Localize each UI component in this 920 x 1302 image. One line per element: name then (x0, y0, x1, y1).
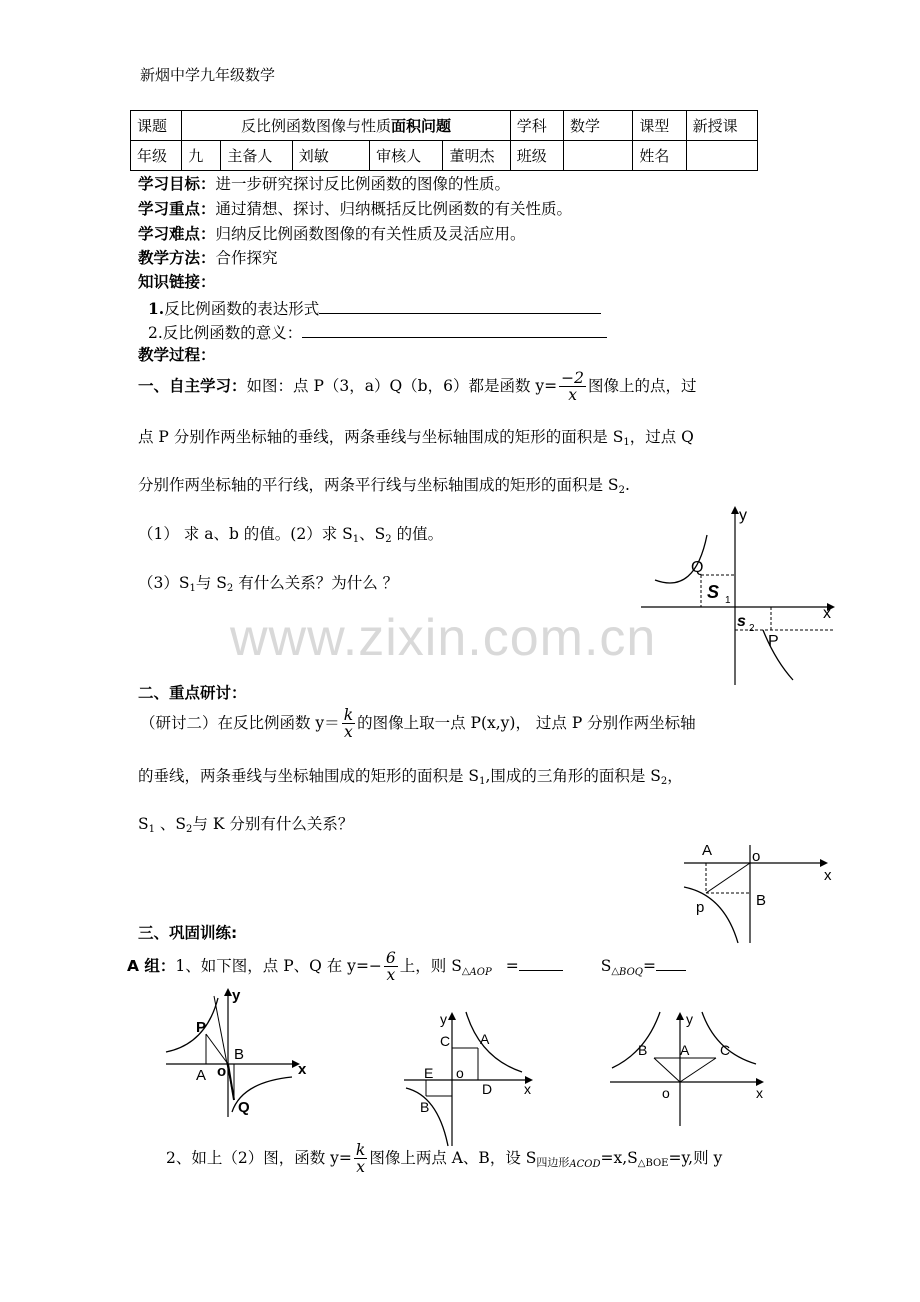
section1-line2-end: ，过点 Q (629, 428, 694, 446)
point-c-label: C (720, 1042, 731, 1058)
difficulty-line (138, 227, 526, 243)
topic-cell (182, 111, 511, 141)
hyperbola-branch-2 (612, 1012, 660, 1068)
y-label: y (686, 1011, 693, 1027)
subscript: 四边形 (536, 1155, 570, 1169)
type-label: 课型 (633, 111, 686, 141)
figure-2-hyperbola (680, 835, 840, 947)
section1-line3-text: 分别作两坐标轴的平行线，两条平行线与坐标轴围成的矩形的面积是 S (138, 476, 619, 494)
name-label: 姓名 (633, 141, 686, 171)
topic-label: 课题 (131, 111, 182, 141)
s1-subscript: 1 (725, 595, 731, 606)
preparer-value: 刘敏 (292, 141, 369, 171)
subscript: 1 (148, 824, 155, 835)
point-c-label: C (440, 1033, 451, 1049)
objective-text: 进一步研究探讨反比例函数的图像的性质。 (215, 175, 511, 193)
subscript: 1 (623, 437, 630, 448)
question-text: 有什么关系？为什么 ？ (233, 574, 399, 592)
triangle-symbol: △ (611, 965, 620, 977)
table-row (131, 111, 758, 141)
fraction (342, 707, 355, 741)
subject-value: 数学 (564, 111, 633, 141)
fraction-denominator: x (568, 386, 577, 405)
triangle-symbol: △ (461, 965, 470, 977)
equals-sign: = (505, 956, 519, 975)
topic-text: 反比例函数图像与性质 (240, 117, 391, 135)
y-label: y (739, 507, 747, 524)
knowledge-item-1 (148, 299, 601, 318)
s2-subscript: 2 (749, 623, 755, 634)
section1-label: 一、自主学习： (138, 376, 247, 395)
section1-text-b: 图像上的点，过 (588, 376, 697, 395)
fraction (384, 950, 398, 984)
focus-line (138, 202, 572, 218)
subscript: 1 (189, 583, 196, 594)
hyperbola-branch-1 (466, 1012, 522, 1072)
objective-label: 学习目标： (138, 175, 216, 193)
subscript: ACOD (569, 1158, 601, 1170)
section2-line1 (140, 707, 696, 741)
subscript: 2 (186, 824, 193, 835)
fraction-denominator: x (386, 966, 396, 985)
knowledge-item-1-number: 1. (148, 299, 165, 318)
preparer-label: 主备人 (221, 141, 292, 171)
triangle-edge (654, 1058, 680, 1082)
section2-line3-text: 、S (155, 815, 187, 833)
point-a-label: A (480, 1031, 490, 1047)
origin-label: o (752, 848, 761, 865)
type-value: 新授课 (686, 111, 757, 141)
reviewer-label: 审核人 (370, 141, 443, 171)
question-text: 1、如下图，点 P、Q 在 y=− (175, 956, 382, 975)
point-a-label: A (702, 842, 713, 859)
section1-question1 (138, 527, 443, 545)
question-2 (166, 1142, 722, 1176)
focus-label: 学习重点： (138, 200, 216, 218)
section1-line3 (138, 478, 630, 496)
y-axis-arrow-icon (731, 506, 739, 514)
equals-sign: = (642, 956, 656, 975)
fraction-numerator: 6 (385, 949, 396, 967)
x-label: x (524, 1081, 531, 1097)
question-text: =y,则 y (668, 1148, 723, 1167)
origin-label: o (662, 1085, 670, 1101)
difficulty-text: 归纳反比例函数图像的有关性质及灵活应用。 (215, 225, 526, 243)
section2-line2-text: ,围成的三角形的面积是 S (485, 767, 661, 785)
point-p-label: p (696, 899, 705, 916)
figure-4-hyperbola (400, 1008, 550, 1148)
s2-label: s (737, 613, 746, 630)
section1-line2 (138, 430, 694, 448)
subject-label: 学科 (510, 111, 563, 141)
point-a-label: A (680, 1042, 690, 1058)
figure-5-hyperbola (606, 1008, 776, 1128)
section2-label: 二、重点研讨： (138, 684, 247, 702)
section2-line2-text: 的垂线，两条垂线与坐标轴围成的矩形的面积是 S (138, 767, 480, 785)
s1-label: S (707, 582, 720, 602)
answer-blank (302, 323, 607, 338)
grade-value: 九 (182, 141, 221, 171)
section2-line3-end: 与 K 分别有什么关系？ (192, 815, 354, 833)
y-axis-arrow-icon (448, 1012, 456, 1020)
course-info-table (130, 110, 758, 171)
point-b-label: B (756, 892, 767, 909)
fraction-numerator: k (355, 1141, 366, 1159)
x-label: x (824, 867, 832, 884)
knowledge-item-1-text: 反比例函数的表达形式 (164, 300, 320, 318)
subscript: 2 (226, 583, 234, 594)
class-label: 班级 (510, 141, 563, 171)
fraction-denominator: x (356, 1158, 365, 1177)
point-d-label: D (482, 1081, 493, 1097)
group-a-label: A 组： (127, 956, 176, 975)
question-text: 、S (359, 525, 386, 543)
y-axis-arrow-icon (224, 988, 232, 996)
section3-question1 (127, 950, 686, 984)
school-header: 新烟中学九年级数学 (140, 66, 276, 84)
question-text: 的值。 (391, 525, 444, 543)
x-label: x (823, 605, 831, 622)
triangle-edge (680, 1058, 716, 1082)
section1-text-a: 如图：点 P（3，a）Q（b，6）都是函数 y= (246, 376, 558, 395)
answer-blank (319, 299, 601, 314)
point-b-label: B (420, 1099, 430, 1115)
answer-blank (656, 956, 686, 971)
objective-line (138, 177, 510, 193)
section2-line2-end: ， (667, 767, 683, 785)
subscript: 1 (479, 776, 486, 787)
question-text: 图像上两点 A、B，设 S (369, 1148, 537, 1167)
question-text: =x,S (600, 1148, 638, 1167)
grade-label: 年级 (131, 141, 182, 171)
knowledge-label: 知识链接： (138, 273, 216, 291)
question-text: （3）S (138, 574, 190, 592)
reviewer-value: 董明杰 (443, 141, 510, 171)
knowledge-item-2 (148, 323, 607, 342)
triangle-edge (706, 863, 750, 893)
point-q-label: Q (691, 559, 704, 576)
section1-line3-end: . (624, 476, 630, 494)
y-label: y (440, 1011, 447, 1027)
hyperbola-branch (684, 887, 738, 943)
subscript: 2 (660, 776, 668, 787)
point-p-label: P (768, 633, 779, 650)
x-axis-arrow-icon (820, 859, 828, 867)
subscript: AOP (469, 966, 492, 978)
section1-line2-text: 点 P 分别作两坐标轴的垂线，两条垂线与坐标轴围成的矩形的面积是 S (138, 428, 624, 446)
subscript: 1 (352, 534, 360, 545)
question-text: 与 S (195, 574, 227, 592)
table-row (131, 141, 758, 171)
figure-3-hyperbola (162, 982, 322, 1122)
method-label: 教学方法： (138, 249, 216, 267)
knowledge-item-2-text: 2.反比例函数的意义： (148, 324, 303, 342)
section3-label: 三、巩固训练: (138, 924, 238, 942)
method-text: 合作探究 (215, 249, 278, 267)
fraction-denominator: x (344, 723, 353, 742)
point-q-label: Q (238, 1099, 250, 1116)
y-axis-arrow-icon (676, 1012, 684, 1020)
section2-line3 (138, 817, 353, 835)
fraction (354, 1142, 367, 1176)
point-a-label: A (196, 1067, 207, 1084)
origin-label: o (456, 1065, 464, 1081)
question-text: S (600, 956, 612, 975)
section1-line1 (138, 370, 697, 404)
origin-label: o (217, 1063, 227, 1080)
fraction-numerator: k (343, 706, 354, 724)
answer-blank (519, 956, 563, 971)
section2-text-b: 的图像上取一点 P(x,y)， 过点 P 分别作两坐标轴 (357, 713, 696, 732)
section1-question3 (138, 576, 398, 594)
question-text: 上，则 S (399, 956, 462, 975)
class-value (564, 141, 633, 171)
question-text: 2、如上（2）图，函数 y= (166, 1148, 352, 1167)
subscript: 2 (618, 485, 625, 496)
subscript: △BOE (637, 1157, 669, 1169)
process-label: 教学过程： (138, 346, 216, 364)
subscript: 2 (385, 534, 392, 545)
point-b-label: B (234, 1046, 245, 1063)
hyperbola-branch-3 (406, 1088, 448, 1146)
section2-text-a: （研讨二）在反比例函数 y＝ (140, 713, 340, 732)
fraction (559, 370, 586, 404)
point-e-label: E (424, 1065, 434, 1081)
focus-text: 通过猜想、探讨、归纳概括反比例函数的有关性质。 (215, 200, 573, 218)
figure-1-hyperbola (635, 500, 845, 690)
y-label: y (232, 987, 241, 1004)
x-label: x (298, 1061, 307, 1078)
watermark: www.zixin.com.cn (230, 609, 657, 667)
hyperbola-branch-2 (166, 998, 218, 1052)
method-line (138, 251, 278, 267)
name-value (686, 141, 757, 171)
section2-line3-text: S (138, 815, 149, 833)
difficulty-label: 学习难点： (138, 225, 216, 243)
topic-bold-text: 面积问题 (391, 117, 452, 135)
question-text: （1） 求 a、b 的值。(2）求 S (138, 525, 353, 543)
point-p-label: P (196, 1019, 207, 1036)
fraction-numerator: −2 (561, 369, 584, 387)
x-label: x (756, 1085, 763, 1101)
section2-line2 (138, 769, 683, 787)
segment-pq (214, 996, 234, 1100)
point-b-label: B (638, 1042, 648, 1058)
subscript: BOQ (619, 966, 643, 978)
